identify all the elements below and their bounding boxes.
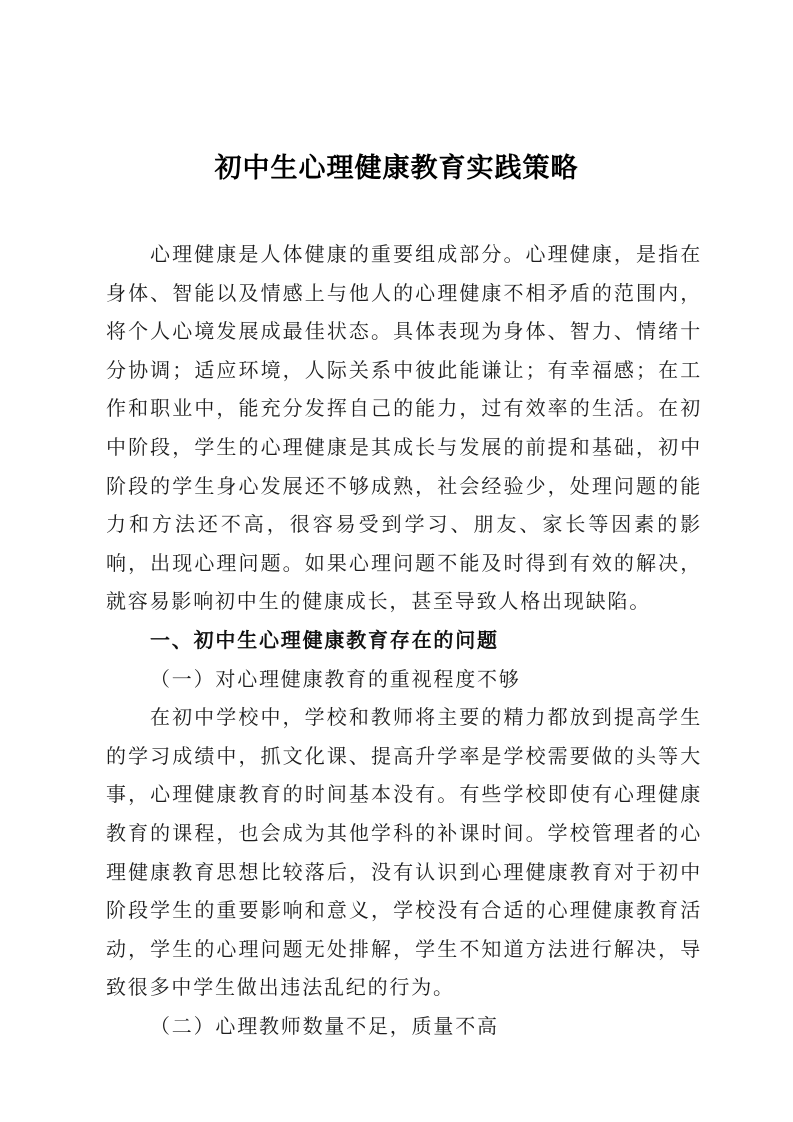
subsection-heading-1: （一）对心理健康教育的重视程度不够 bbox=[150, 668, 521, 691]
section-heading-1: 一、初中生心理健康教育存在的问题 bbox=[150, 629, 499, 652]
document-body bbox=[106, 236, 702, 1046]
paragraph-section-1-1: 在初中学校中，学校和教师将主要的精力都放到提高学生的学习成绩中，抓文化课、提高升学率是学校需要做的头等大事，心理健康教育的时间基本没有。有些学校即使有心理健康教育的课程，也会成为其他学科的补课时间。学校管理者的心理健康教育思想比较落后，没有认识到心理健康教育对于初中阶段学生的重要影响和意义，学校没有合适的心理健康教育活动，学生的心理问题无处排解，学生不知道方法进行解决，导致很多中学生做出违法乱纪的行为。 bbox=[106, 707, 702, 1000]
paragraph-intro: 心理健康是人体健康的重要组成部分。心理健康，是指在身体、智能以及情感上与他人的心理健康不相矛盾的范围内，将个人心境发展成最佳状态。具体表现为身体、智力、情绪十分协调；适应环境，人际关系中彼此能谦让；有幸福感；在工作和职业中，能充分发挥自己的能力，过有效率的生活。在初中阶段，学生的心理健康是其成长与发展的前提和基础，初中阶段的学生身心发展还不够成熟，社会经验少，处理问题的能力和方法还不高，很容易受到学习、朋友、家长等因素的影响，出现心理问题。如果心理问题不能及时得到有效的解决，就容易影响初中生的健康成长，甚至导致人格出现缺陷。 bbox=[106, 244, 702, 614]
document-title: 初中生心理健康教育实践策略 bbox=[214, 153, 579, 183]
subsection-heading-2: （二）心理教师数量不足，质量不高 bbox=[150, 1015, 499, 1038]
